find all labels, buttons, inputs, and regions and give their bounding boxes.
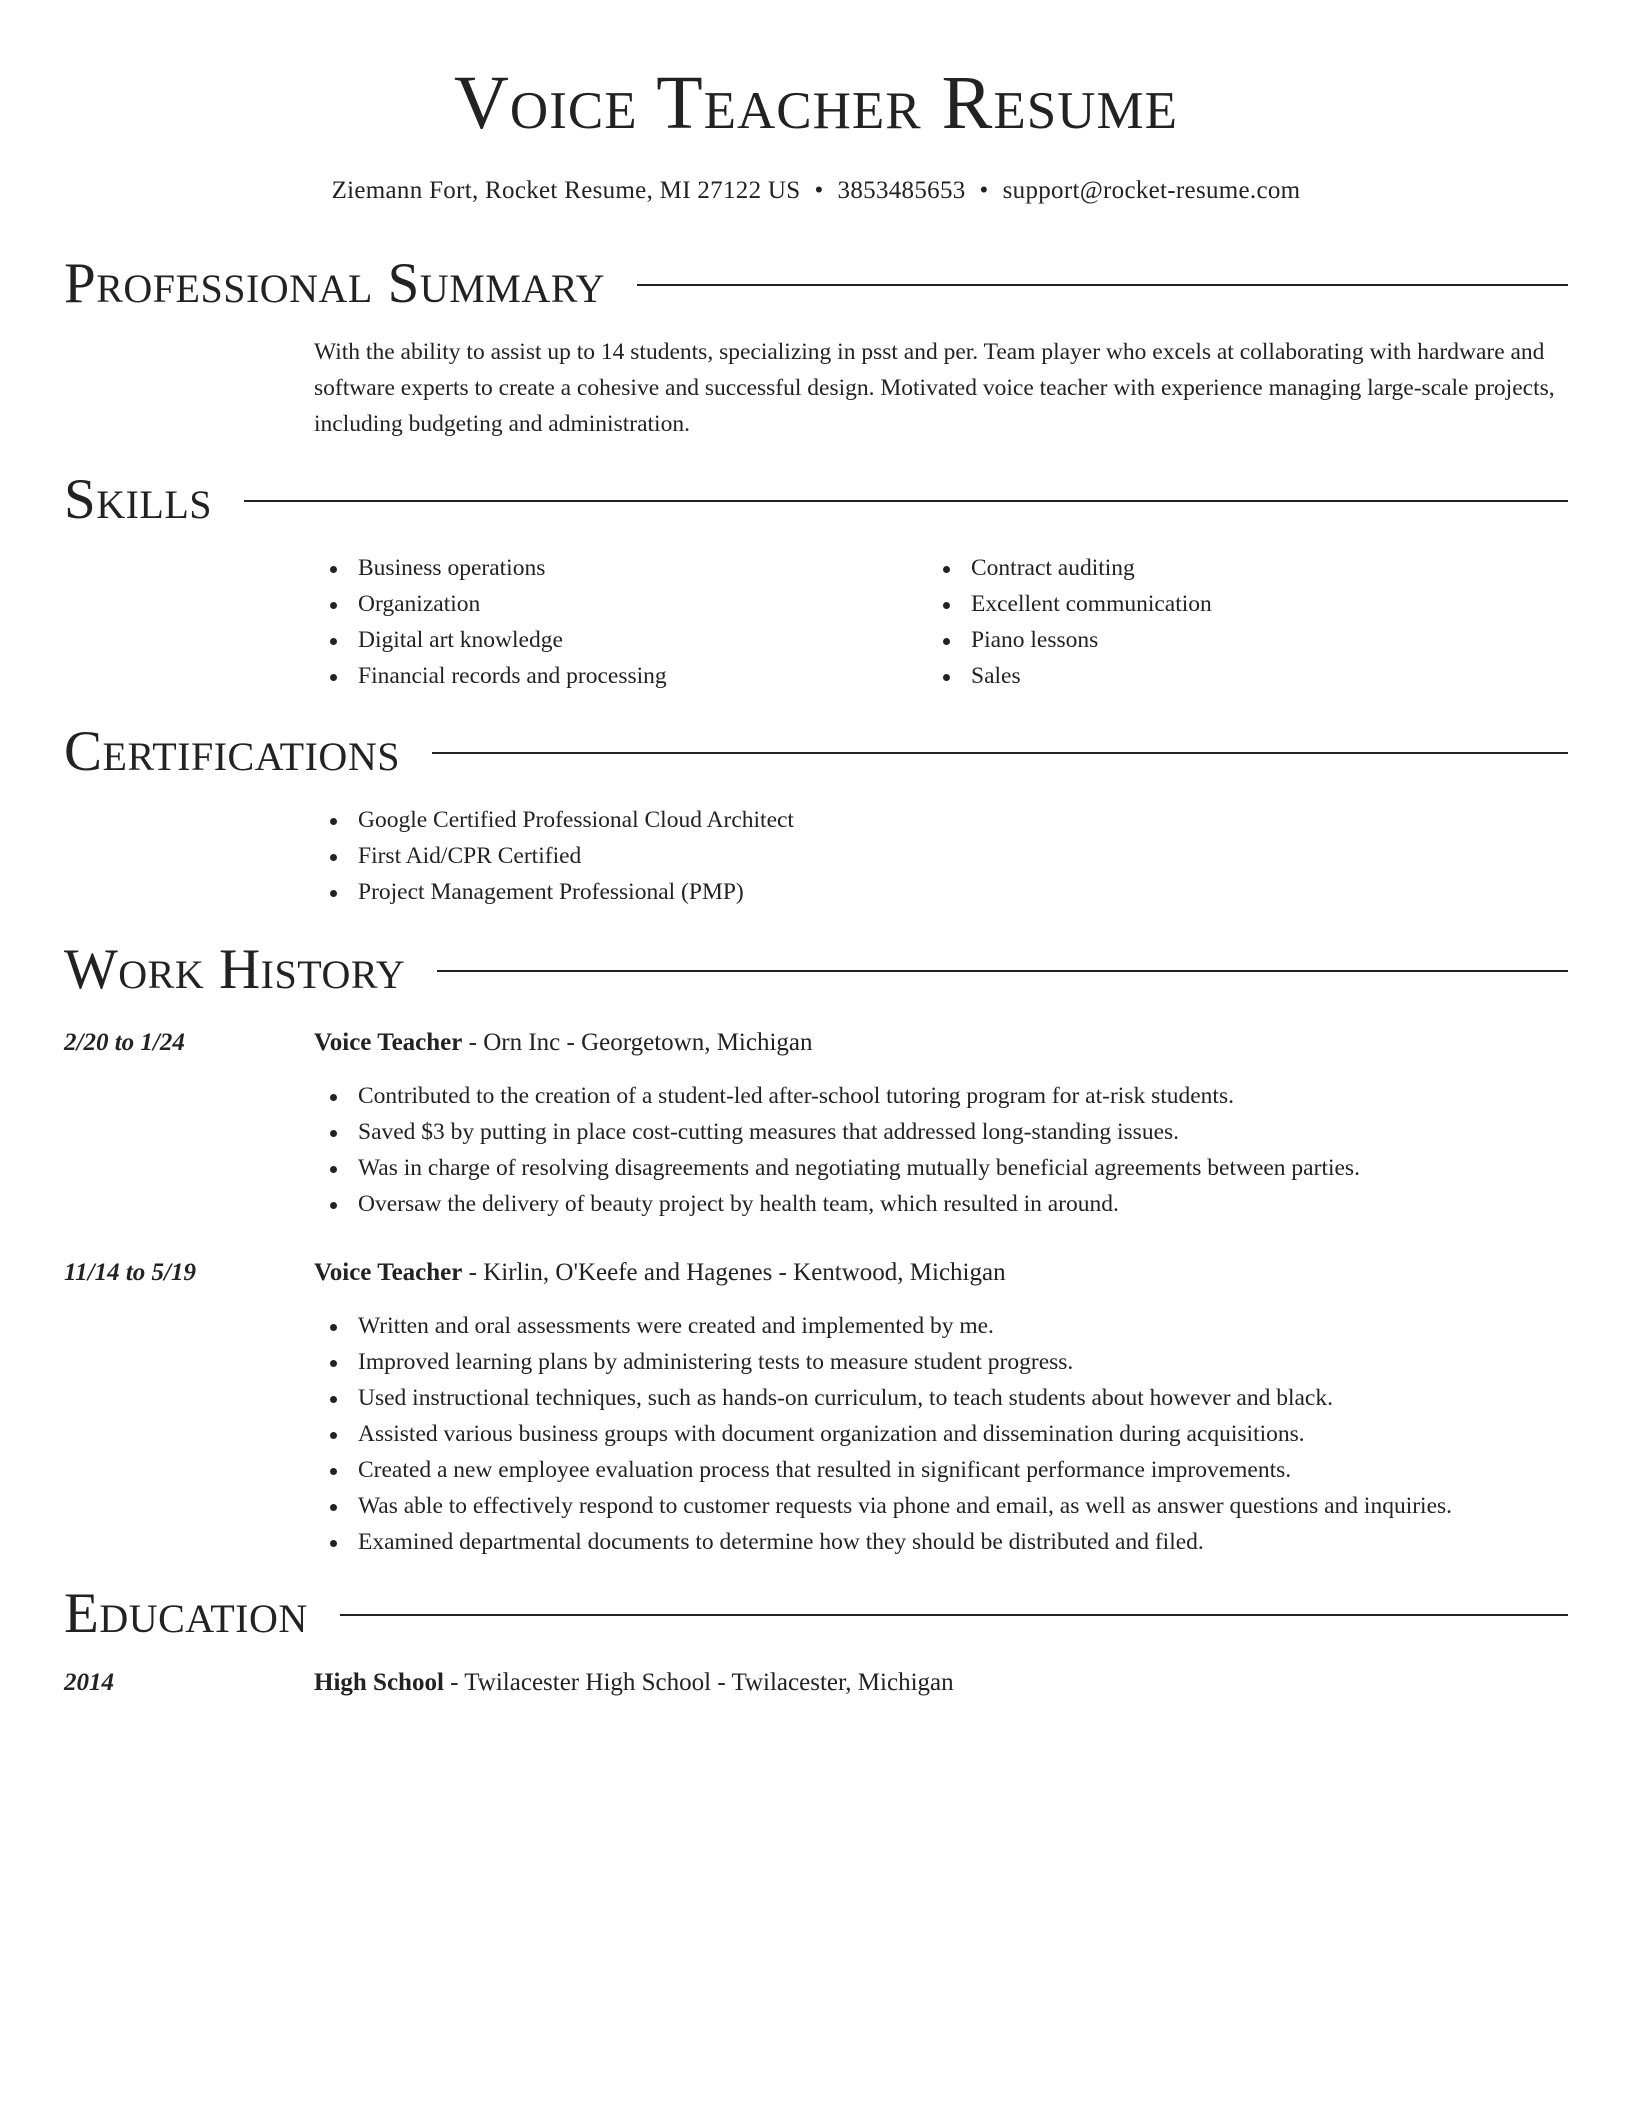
skill-item: Contract auditing bbox=[927, 550, 1527, 586]
section-divider bbox=[437, 970, 1568, 972]
contact-separator: • bbox=[814, 177, 824, 204]
skill-item: Financial records and processing bbox=[314, 658, 914, 694]
job-bullet: Written and oral assessments were created and implemented by me. bbox=[314, 1308, 1568, 1344]
job-details: - Orn Inc - Georgetown, Michigan bbox=[462, 1029, 813, 1056]
section-divider bbox=[340, 1614, 1568, 1616]
skill-item: Organization bbox=[314, 586, 914, 622]
skill-item: Sales bbox=[927, 658, 1527, 694]
education-year: 2014 bbox=[64, 1669, 114, 1696]
certification-item: Google Certified Professional Cloud Architect bbox=[314, 802, 1568, 838]
job-bullets bbox=[314, 1078, 1568, 1222]
skills-column-left bbox=[314, 550, 914, 694]
contact-email: support@rocket-resume.com bbox=[1002, 177, 1301, 204]
skill-item: Excellent communication bbox=[927, 586, 1527, 622]
education-line bbox=[314, 1666, 1568, 1700]
job-bullet: Saved $3 by putting in place cost-cutting measures that addressed long-standing issues. bbox=[314, 1114, 1568, 1150]
section-header bbox=[64, 722, 1568, 782]
section-title-skills: Skills bbox=[64, 468, 213, 531]
contact-separator: • bbox=[979, 177, 989, 204]
section-divider bbox=[244, 500, 1568, 502]
certification-item: First Aid/CPR Certified bbox=[314, 838, 1568, 874]
resume-title: Voice Teacher Resume bbox=[454, 61, 1178, 145]
job-title-line bbox=[314, 1256, 1568, 1290]
contact-line bbox=[0, 174, 1632, 208]
section-header bbox=[64, 470, 1568, 530]
job-bullet: Oversaw the delivery of beauty project by health team, which resulted in around. bbox=[314, 1186, 1568, 1222]
job-dates: 11/14 to 5/19 bbox=[64, 1259, 196, 1286]
skill-item: Piano lessons bbox=[927, 622, 1527, 658]
job-bullet: Created a new employee evaluation process that resulted in significant performance improvements. bbox=[314, 1452, 1568, 1488]
job-bullet: Examined departmental documents to determine how they should be distributed and filed. bbox=[314, 1524, 1568, 1560]
job-bullet: Was able to effectively respond to customer requests via phone and email, as well as answer questions and inquiries. bbox=[314, 1488, 1568, 1524]
job-position: Voice Teacher bbox=[314, 1259, 463, 1286]
job-bullet: Was in charge of resolving disagreements and negotiating mutually beneficial agreements between parties. bbox=[314, 1150, 1568, 1186]
job-title-line bbox=[314, 1026, 1568, 1060]
skill-item: Digital art knowledge bbox=[314, 622, 914, 658]
job-dates: 2/20 to 1/24 bbox=[64, 1029, 185, 1056]
job-bullet: Assisted various business groups with document organization and dissemination during acquisitions. bbox=[314, 1416, 1568, 1452]
skill-item: Business operations bbox=[314, 550, 914, 586]
education-degree: High School bbox=[314, 1669, 444, 1696]
job-bullets bbox=[314, 1308, 1568, 1560]
job-bullet: Contributed to the creation of a student-led after-school tutoring program for at-risk students. bbox=[314, 1078, 1568, 1114]
skills-column-right bbox=[927, 550, 1527, 694]
section-divider bbox=[637, 284, 1568, 286]
job-details: - Kirlin, O'Keefe and Hagenes - Kentwood, Michigan bbox=[462, 1259, 1006, 1286]
section-title-education: Education bbox=[64, 1582, 308, 1645]
job-position: Voice Teacher bbox=[314, 1029, 463, 1056]
section-header bbox=[64, 1584, 1568, 1644]
summary-text: With the ability to assist up to 14 students, specializing in psst and per. Team player who excels at collaborating with hardware and software experts to create a cohesive and successful design. Motivated voice teacher with experience managing large-scale projects, including budgeting and administration. bbox=[314, 339, 1555, 437]
contact-address: Ziemann Fort, Rocket Resume, MI 27122 US bbox=[331, 177, 801, 204]
contact-phone: 3853485653 bbox=[837, 177, 966, 204]
certification-item: Project Management Professional (PMP) bbox=[314, 874, 1568, 910]
section-title-summary: Professional Summary bbox=[64, 252, 606, 315]
section-divider bbox=[432, 752, 1568, 754]
skills-list bbox=[314, 550, 1568, 700]
job-bullet: Improved learning plans by administering tests to measure student progress. bbox=[314, 1344, 1568, 1380]
section-title-work: Work History bbox=[64, 938, 406, 1001]
section-header bbox=[64, 940, 1568, 1000]
section-header bbox=[64, 254, 1568, 314]
education-details: - Twilacester High School - Twilacester, Michigan bbox=[443, 1669, 954, 1696]
job-bullet: Used instructional techniques, such as hands-on curriculum, to teach students about however and black. bbox=[314, 1380, 1568, 1416]
section-title-certifications: Certifications bbox=[64, 720, 400, 783]
certifications-list bbox=[314, 802, 1568, 910]
